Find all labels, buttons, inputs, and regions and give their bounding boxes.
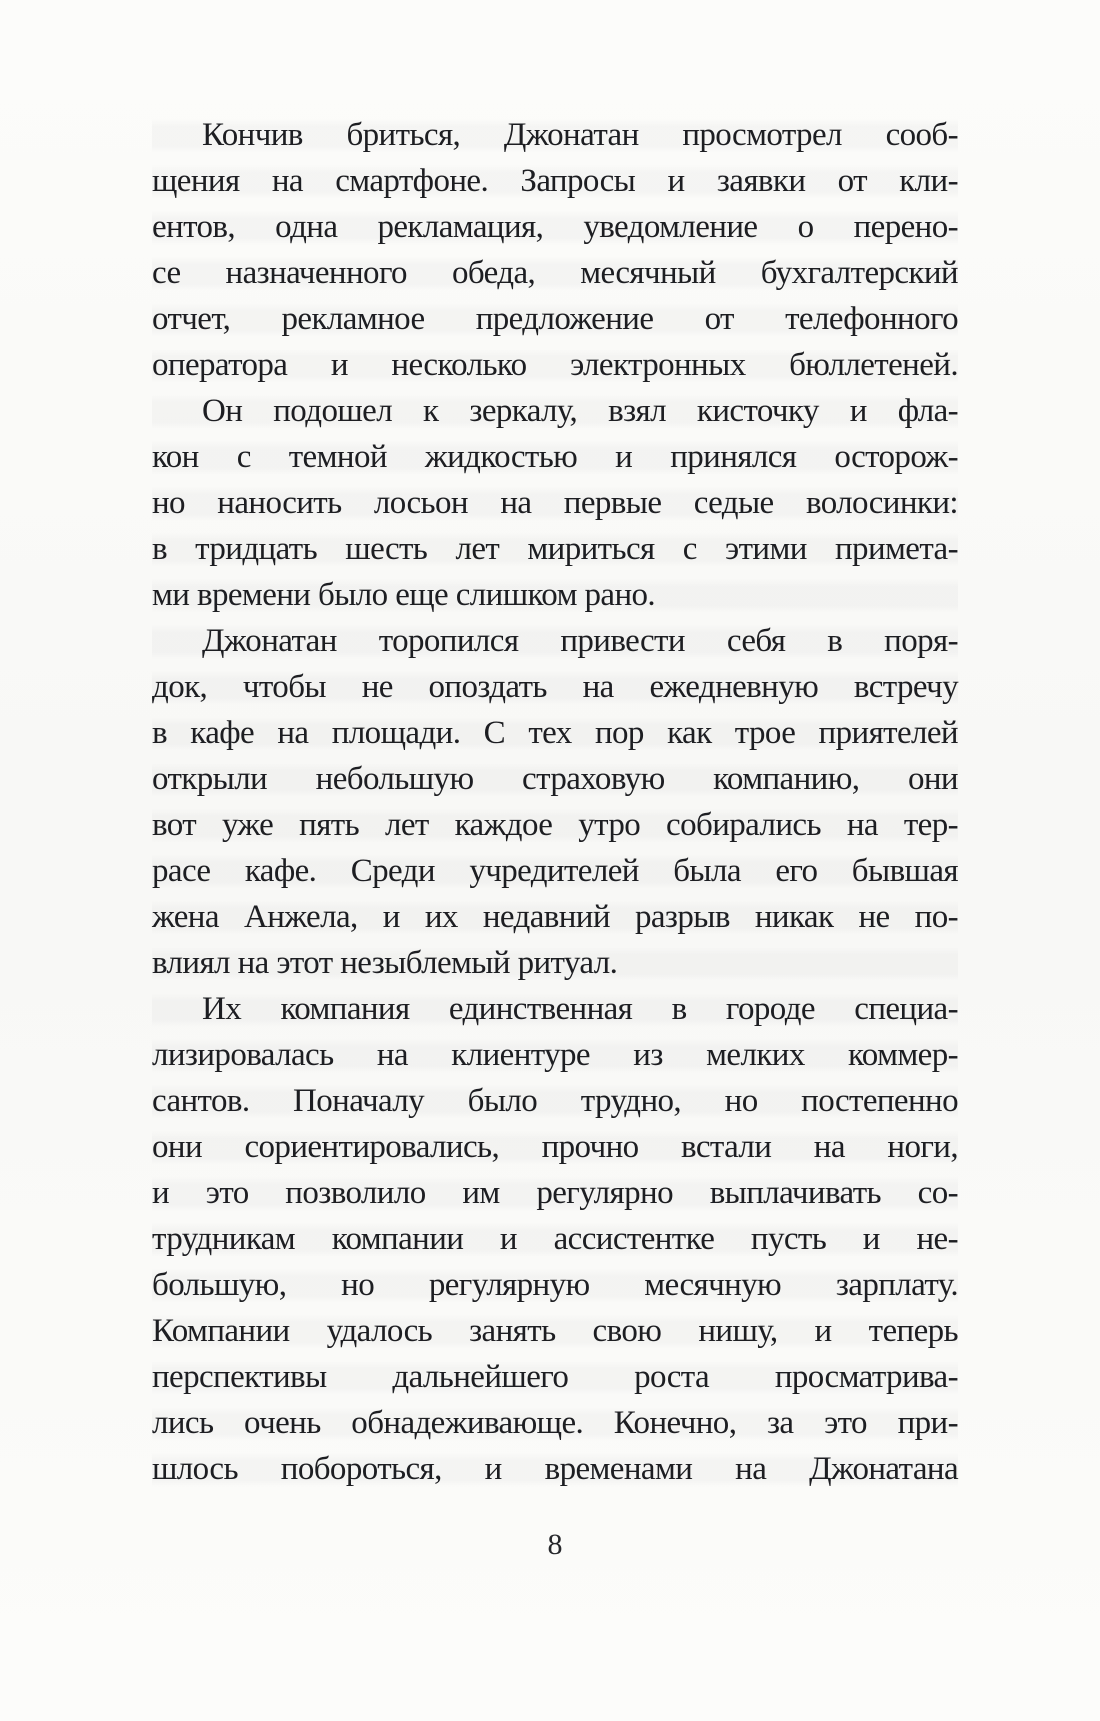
text-line: и это позволило им регулярно выплачивать со- xyxy=(152,1170,958,1216)
page-number: 8 xyxy=(547,1528,563,1561)
text-line: док, чтобы не опоздать на ежедневную встречу xyxy=(152,664,958,710)
text-line: Джонатан торопился привести себя в поря- xyxy=(152,618,958,664)
text-line: перспективы дальнейшего роста просматрива- xyxy=(152,1354,958,1400)
text-line: ентов, одна рекламация, уведомление о перено- xyxy=(152,204,958,250)
text-line: открыли небольшую страховую компанию, они xyxy=(152,756,958,802)
text-line: жена Анжела, и их недавний разрыв никак не по- xyxy=(152,894,958,940)
text-line: они сориентировались, прочно встали на ноги, xyxy=(152,1124,958,1170)
text-line: Он подошел к зеркалу, взял кисточку и фла- xyxy=(152,388,958,434)
text-line: в кафе на площади. С тех пор как трое приятелей xyxy=(152,710,958,756)
text-block xyxy=(152,112,958,1492)
text-line: влиял на этот незыблемый ритуал. xyxy=(152,940,958,986)
text-line: сантов. Поначалу было трудно, но постепенно xyxy=(152,1078,958,1124)
paragraph-3 xyxy=(152,618,958,986)
text-line: в тридцать шесть лет мириться с этими примета- xyxy=(152,526,958,572)
text-line: Их компания единственная в городе специа- xyxy=(152,986,958,1032)
text-line: Компании удалось занять свою нишу, и теперь xyxy=(152,1308,958,1354)
text-line: ми времени было еще слишком рано. xyxy=(152,572,958,618)
text-line: расе кафе. Среди учредителей была его бывшая xyxy=(152,848,958,894)
text-line: трудникам компании и ассистентке пусть и не- xyxy=(152,1216,958,1262)
paragraph-2 xyxy=(152,388,958,618)
text-line: отчет, рекламное предложение от телефонного xyxy=(152,296,958,342)
paragraph-1 xyxy=(152,112,958,388)
text-line: кон с темной жидкостью и принялся осторож- xyxy=(152,434,958,480)
text-line: се назначенного обеда, месячный бухгалтерский xyxy=(152,250,958,296)
text-line: лизировалась на клиентуре из мелких коммер- xyxy=(152,1032,958,1078)
text-line: щения на смартфоне. Запросы и заявки от кли- xyxy=(152,158,958,204)
text-line: лись очень обнадеживающе. Конечно, за это при- xyxy=(152,1400,958,1446)
text-line: шлось побороться, и временами на Джонатана xyxy=(152,1446,958,1492)
text-line: вот уже пять лет каждое утро собирались на тер- xyxy=(152,802,958,848)
text-line: Кончив бриться, Джонатан просмотрел сооб- xyxy=(152,112,958,158)
text-line: большую, но регулярную месячную зарплату. xyxy=(152,1262,958,1308)
text-line: но наносить лосьон на первые седые волосинки: xyxy=(152,480,958,526)
text-line: оператора и несколько электронных бюллетеней. xyxy=(152,342,958,388)
paragraph-4 xyxy=(152,986,958,1492)
